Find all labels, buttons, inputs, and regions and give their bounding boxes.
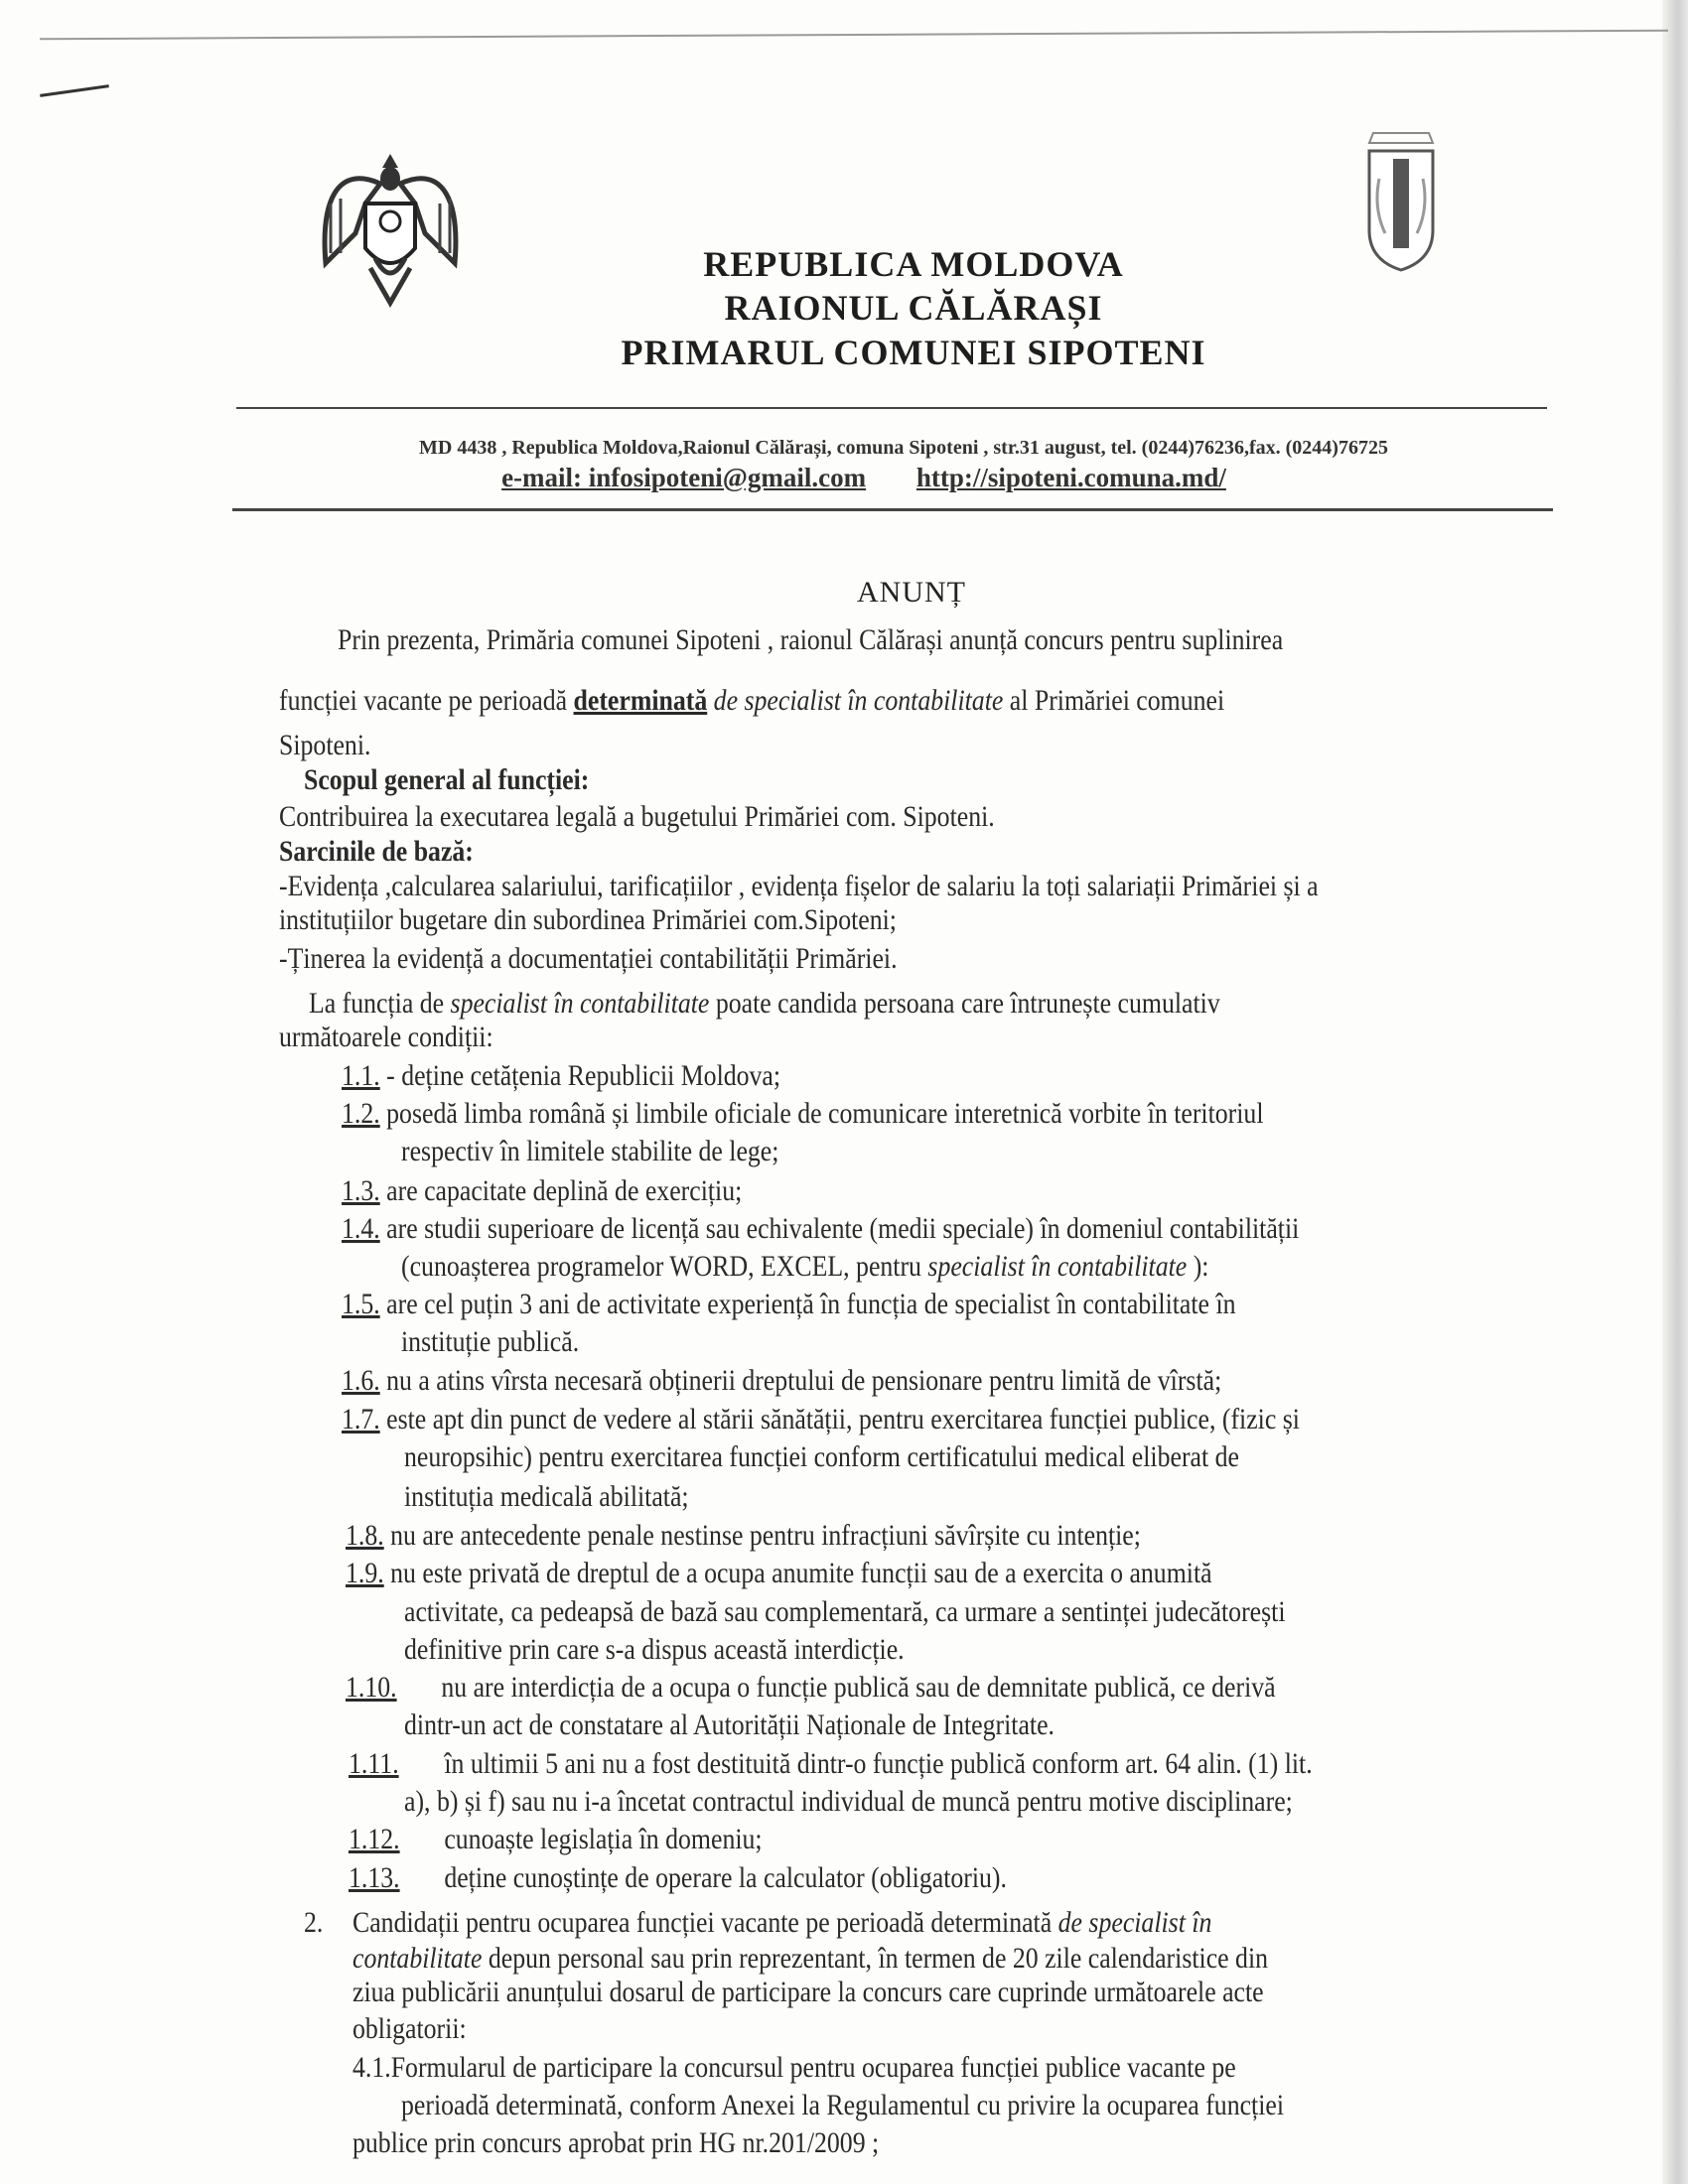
line-text: nu este privată de dreptul de a ocupa anumite funcții sau de a exercita o anumită [383,1557,1212,1589]
line-text: (cunoașterea programelor WORD, EXCEL, pentru [401,1250,928,1283]
header-district: RAIONUL CĂLĂRAȘI [724,288,1103,328]
line-text: publice prin concurs aprobat prin HG nr.201/2009 ; [352,2126,880,2159]
scan-top-line [40,30,1668,41]
line-text: -Evidența ,calcularea salariului, tarificațiilor , evidența fișelor de salariu la toți salariații Primăriei și a [279,870,1319,902]
condition-item [342,1173,742,1209]
bold-text: : [580,763,590,796]
item-number: 1.9. [346,1557,384,1589]
line-text: Prin prezenta, Primăria comunei Sipoteni , raionul Călărași anunță concurs pentru suplinirea [338,623,1284,656]
line-text: dintr-un act de constatare al Autorității Naționale de Integritate. [404,1708,1055,1741]
body-line [279,683,1224,719]
line-text: poate candida persoana care întrunește cumulativ [709,987,1220,1020]
item-number: 1.2. [342,1097,380,1130]
condition-item [342,1287,1236,1322]
line-text: nu a atins vîrsta necesară obținerii dreptului de pensionare pentru limită de vîrstă; [379,1364,1222,1397]
line-text: este apt din punct de vedere al stării sănătății, pentru exercitarea funcției publice, (fizic și [379,1403,1300,1435]
body-line [401,1249,1208,1285]
condition-item [342,1363,1221,1399]
condition-item [349,1746,1313,1782]
line-text: depun personal sau prin reprezentant, în termen de 20 zile calendaristice din [482,1942,1269,1975]
line-text: - deține cetățenia Republicii Moldova; [379,1059,781,1092]
line-text: La funcția de [309,987,451,1020]
line-text: posedă limba română și limbile oficiale de comunicare interetnică vorbite în teritoriul [379,1097,1264,1130]
body-line [401,1134,778,1169]
condition-item [346,1670,1276,1706]
condition-item [342,1402,1300,1437]
body-line [279,869,1319,904]
condition-item [349,1860,1007,1896]
condition-item [346,1556,1212,1591]
line-text: funcției vacante pe perioadă [279,684,574,717]
body-line [404,1479,689,1515]
body-line [404,1784,1293,1820]
condition-item [346,1518,1141,1554]
line-text: activitate, ca pedeapsă de bază sau complementară, ca urmare a sentinței judecătorești [404,1595,1286,1628]
body-line [304,762,589,798]
body-line [352,2125,879,2161]
line-text: are studii superioare de licență sau echivalente (medii speciale) în domeniul contabilității [379,1212,1300,1245]
line-text: nu are antecedente penale nestinse pentru infracțiuni săvîrșite cu intenție; [383,1519,1141,1552]
contacts-divider [232,508,1553,511]
line-text: definitive prin care s-a dispus această interdicție. [404,1633,905,1666]
body-line [279,834,474,870]
line-text: a), b) și f) sau nu i-a încetat contractul individual de muncă pentru motive disciplinare; [404,1785,1293,1818]
italic-text: specialist în contabilitate [450,987,710,1020]
item-number: 1.4. [342,1212,380,1245]
line-text: are capacitate deplină de exercițiu; [379,1174,743,1207]
pen-mark [40,84,109,97]
header-country: REPUBLICA MOLDOVA [703,244,1124,284]
email-link[interactable]: e-mail: infosipoteni@gmail.com [501,463,867,492]
condition-item [342,1211,1299,1247]
body-line [401,1324,579,1360]
line-text: cunoaște legislația în domeniu; [444,1823,763,1855]
item-number: 1.5. [342,1288,380,1320]
body-line [309,986,1220,1022]
line-text: obligatorii: [352,2012,467,2045]
line-text: instituția medicală abilitată; [404,1480,689,1513]
document-title: ANUNȚ [857,576,966,609]
line-text: instituție publică. [401,1325,580,1358]
line-text: -Ținerea la evidență a documentației contabilității Primăriei. [279,942,898,975]
line-text: are cel puțin 3 ani de activitate experiență în funcția de specialist în contabilitate în [379,1288,1236,1320]
header-address: MD 4438 , Republica Moldova,Raionul Călărași, comuna Sipoteni , str.31 august, tel. (0244)76236,fax. (0244)76725 [419,437,1388,459]
line-text: Candidații pentru ocuparea funcției vacante pe perioadă determinată [352,1906,1058,1939]
body-line [352,2011,467,2047]
item-number: 1.10. [346,1671,397,1704]
item-number: 1.8. [346,1519,384,1552]
condition-item [342,1058,780,1094]
condition-item [342,1096,1263,1132]
item-number: 1.13. [349,1861,400,1894]
line-text: nu are interdicția de a ocupa o funcție publică sau de demnitate publică, ce derivă [441,1671,1276,1704]
body-line [404,1632,905,1668]
bold-text: determinată [573,684,708,717]
line-text: instituțiilor bugetare din subordinea Primăriei com.Sipoteni; [279,903,897,936]
line-text: Contribuirea la executarea legală a bugetului Primăriei com. Sipoteni. [279,800,995,833]
italic-text: contabilitate [352,1942,483,1975]
header-divider [236,407,1547,409]
body-line [279,1020,493,1055]
item-number: 2. [304,1906,324,1939]
line-text: perioadă determinată, conform Anexei la Regulamentul cu privire la ocuparea funcției [401,2089,1285,2121]
header-contacts [20,463,1688,493]
line-text: următoarele condiții: [279,1021,493,1053]
body-line [304,1905,1211,1941]
website-link[interactable]: http://sipoteni.comuna.md/ [915,463,1226,492]
item-number: 1.12. [349,1823,400,1855]
italic-text: specialist în contabilitate [927,1250,1188,1283]
item-number: 1.7. [342,1403,380,1435]
body-line [338,622,1283,658]
line-text: neuropsihic) pentru exercitarea funcției conform certificatului medical eliberat de [404,1440,1239,1473]
item-number: 1.1. [342,1059,380,1092]
body-line [404,1439,1239,1475]
header-mayoralty: PRIMARUL COMUNEI SIPOTENI [621,333,1206,372]
body-line [352,1975,1264,2010]
line-text: ziua publicării anunțului dosarul de participare la concurs care cuprinde următoarele acte [352,1976,1264,2008]
italic-text: de specialist în contabilitate [707,684,1004,717]
item-number: 1.11. [349,1747,399,1780]
body-line [401,2088,1284,2123]
bold-text: Scopul general al funcției [304,763,581,796]
line-text: Sipoteni. [279,729,371,761]
body-line [404,1594,1285,1630]
italic-text: de specialist în [1057,1906,1212,1939]
body-line [352,2050,1236,2086]
item-number: 1.6. [342,1364,380,1397]
condition-item [349,1822,763,1857]
body-line [279,902,897,938]
line-text: deține cunoștințe de operare la calculator (obligatoriu). [444,1861,1007,1894]
body-line [404,1707,1055,1743]
line-text: 4.1.Formularul de participare la concursul pentru ocuparea funcției publice vacante pe [352,2051,1236,2084]
item-number: 1.3. [342,1174,380,1207]
line-text: al Primăriei comunei [1003,684,1225,717]
line-text: în ultimii 5 ani nu a fost destituită dintr-o funcție publică conform art. 64 alin. (1) lit. [444,1747,1313,1780]
line-text: ): [1187,1250,1209,1283]
body-line [279,799,995,835]
body-line [279,728,370,763]
body-line [352,1941,1268,1977]
body-line [279,941,898,977]
bold-text: Sarcinile de bază: [279,835,474,868]
line-text: respectiv în limitele stabilite de lege; [401,1135,779,1167]
